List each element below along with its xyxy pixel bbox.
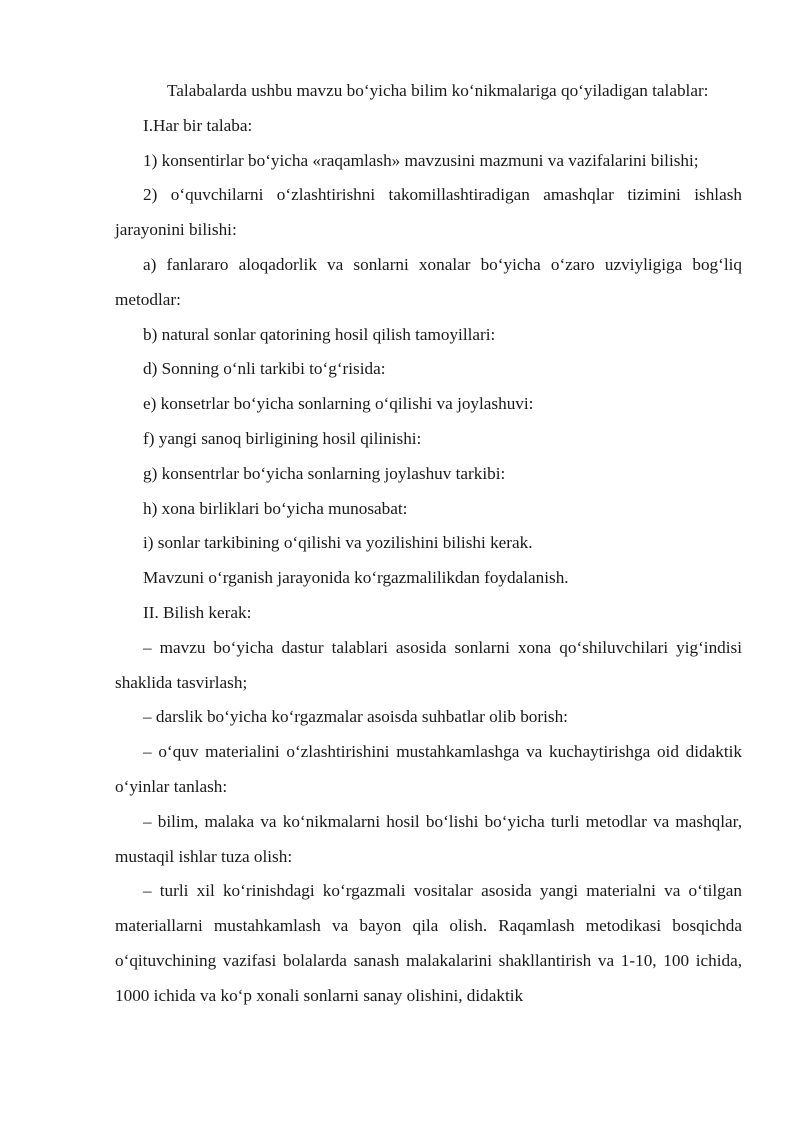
paragraph-intro: Talabalarda ushbu mavzu bo‘yicha bilim ko‘nikmalariga qo‘yiladigan talablar: — [167, 81, 709, 100]
paragraph-visual-aids: Mavzuni o‘rganish jarayonida ko‘rgazmalilikdan foydalanish. — [143, 568, 569, 588]
paragraph-section-1-heading: I.Har bir talaba: — [143, 115, 253, 135]
paragraph-item-a: a) fanlararo aloqadorlik va sonlarni xonalar bo‘yicha o‘zaro uzviyligiga bog‘liq metodlar: — [115, 254, 742, 309]
paragraph-dash-2: – darslik bo‘yicha ko‘rgazmalar asoisda suhbatlar olib borish: — [143, 707, 568, 727]
paragraph-item-1: 1) konsentirlar bo‘yicha «raqamlash» mavzusini mazmuni va vazifalarini bilishi; — [143, 150, 699, 170]
paragraph-section-2-heading: II. Bilish kerak: — [143, 602, 252, 622]
paragraph-dash-5: – turli xil ko‘rinishdagi ko‘rgazmali vositalar asosida yangi materialni va o‘tilgan materiallarni mustahkamlash va bayon qila olish. Raqamlash metodikasi bosqichda o‘qituvchining vazifasi bolalarda sanash malakalarini shakllantirish va 1-10, 100 ichida, 1000 ichida va ko‘p xonali sonlarni sanay olishini, didaktik — [115, 881, 742, 1005]
paragraph-item-e: e) konsetrlar bo‘yicha sonlarning o‘qilishi va joylashuvi: — [143, 394, 534, 414]
paragraph-dash-3: – o‘quv materialini o‘zlashtirishini mustahkamlashga va kuchaytirishga oid didaktik o‘yinlar tanlash: — [115, 742, 742, 796]
paragraph-item-h: h) xona birliklari bo‘yicha munosabat: — [143, 498, 408, 518]
paragraph-item-f: f) yangi sanoq birligining hosil qilinishi: — [143, 428, 422, 448]
paragraph-item-b: b) natural sonlar qatorining hosil qilish tamoyillari: — [143, 324, 496, 344]
paragraph-item-d: d) Sonning o‘nli tarkibi to‘g‘risida: — [143, 359, 386, 379]
paragraph-item-g: g) konsentrlar bo‘yicha sonlarning joylashuv tarkibi: — [143, 463, 506, 483]
paragraph-dash-4: – bilim, malaka va ko‘nikmalarni hosil bo‘lishi bo‘yicha turli metodlar va mashqlar, mustaqil ishlar tuza olish: — [115, 811, 742, 866]
paragraph-item-2: 2) o‘quvchilarni o‘zlashtirishni takomillashtiradigan amashqlar tizimini ishlash jarayonini bilishi: — [115, 185, 742, 240]
paragraph-item-i: i) sonlar tarkibining o‘qilishi va yozilishini bilishi kerak. — [143, 533, 533, 553]
document-page — [115, 74, 742, 1014]
paragraph-dash-1: – mavzu bo‘yicha dastur talablari asosida sonlarni xona qo‘shiluvchilari yig‘indisi shaklida tasvirlash; — [115, 637, 742, 692]
